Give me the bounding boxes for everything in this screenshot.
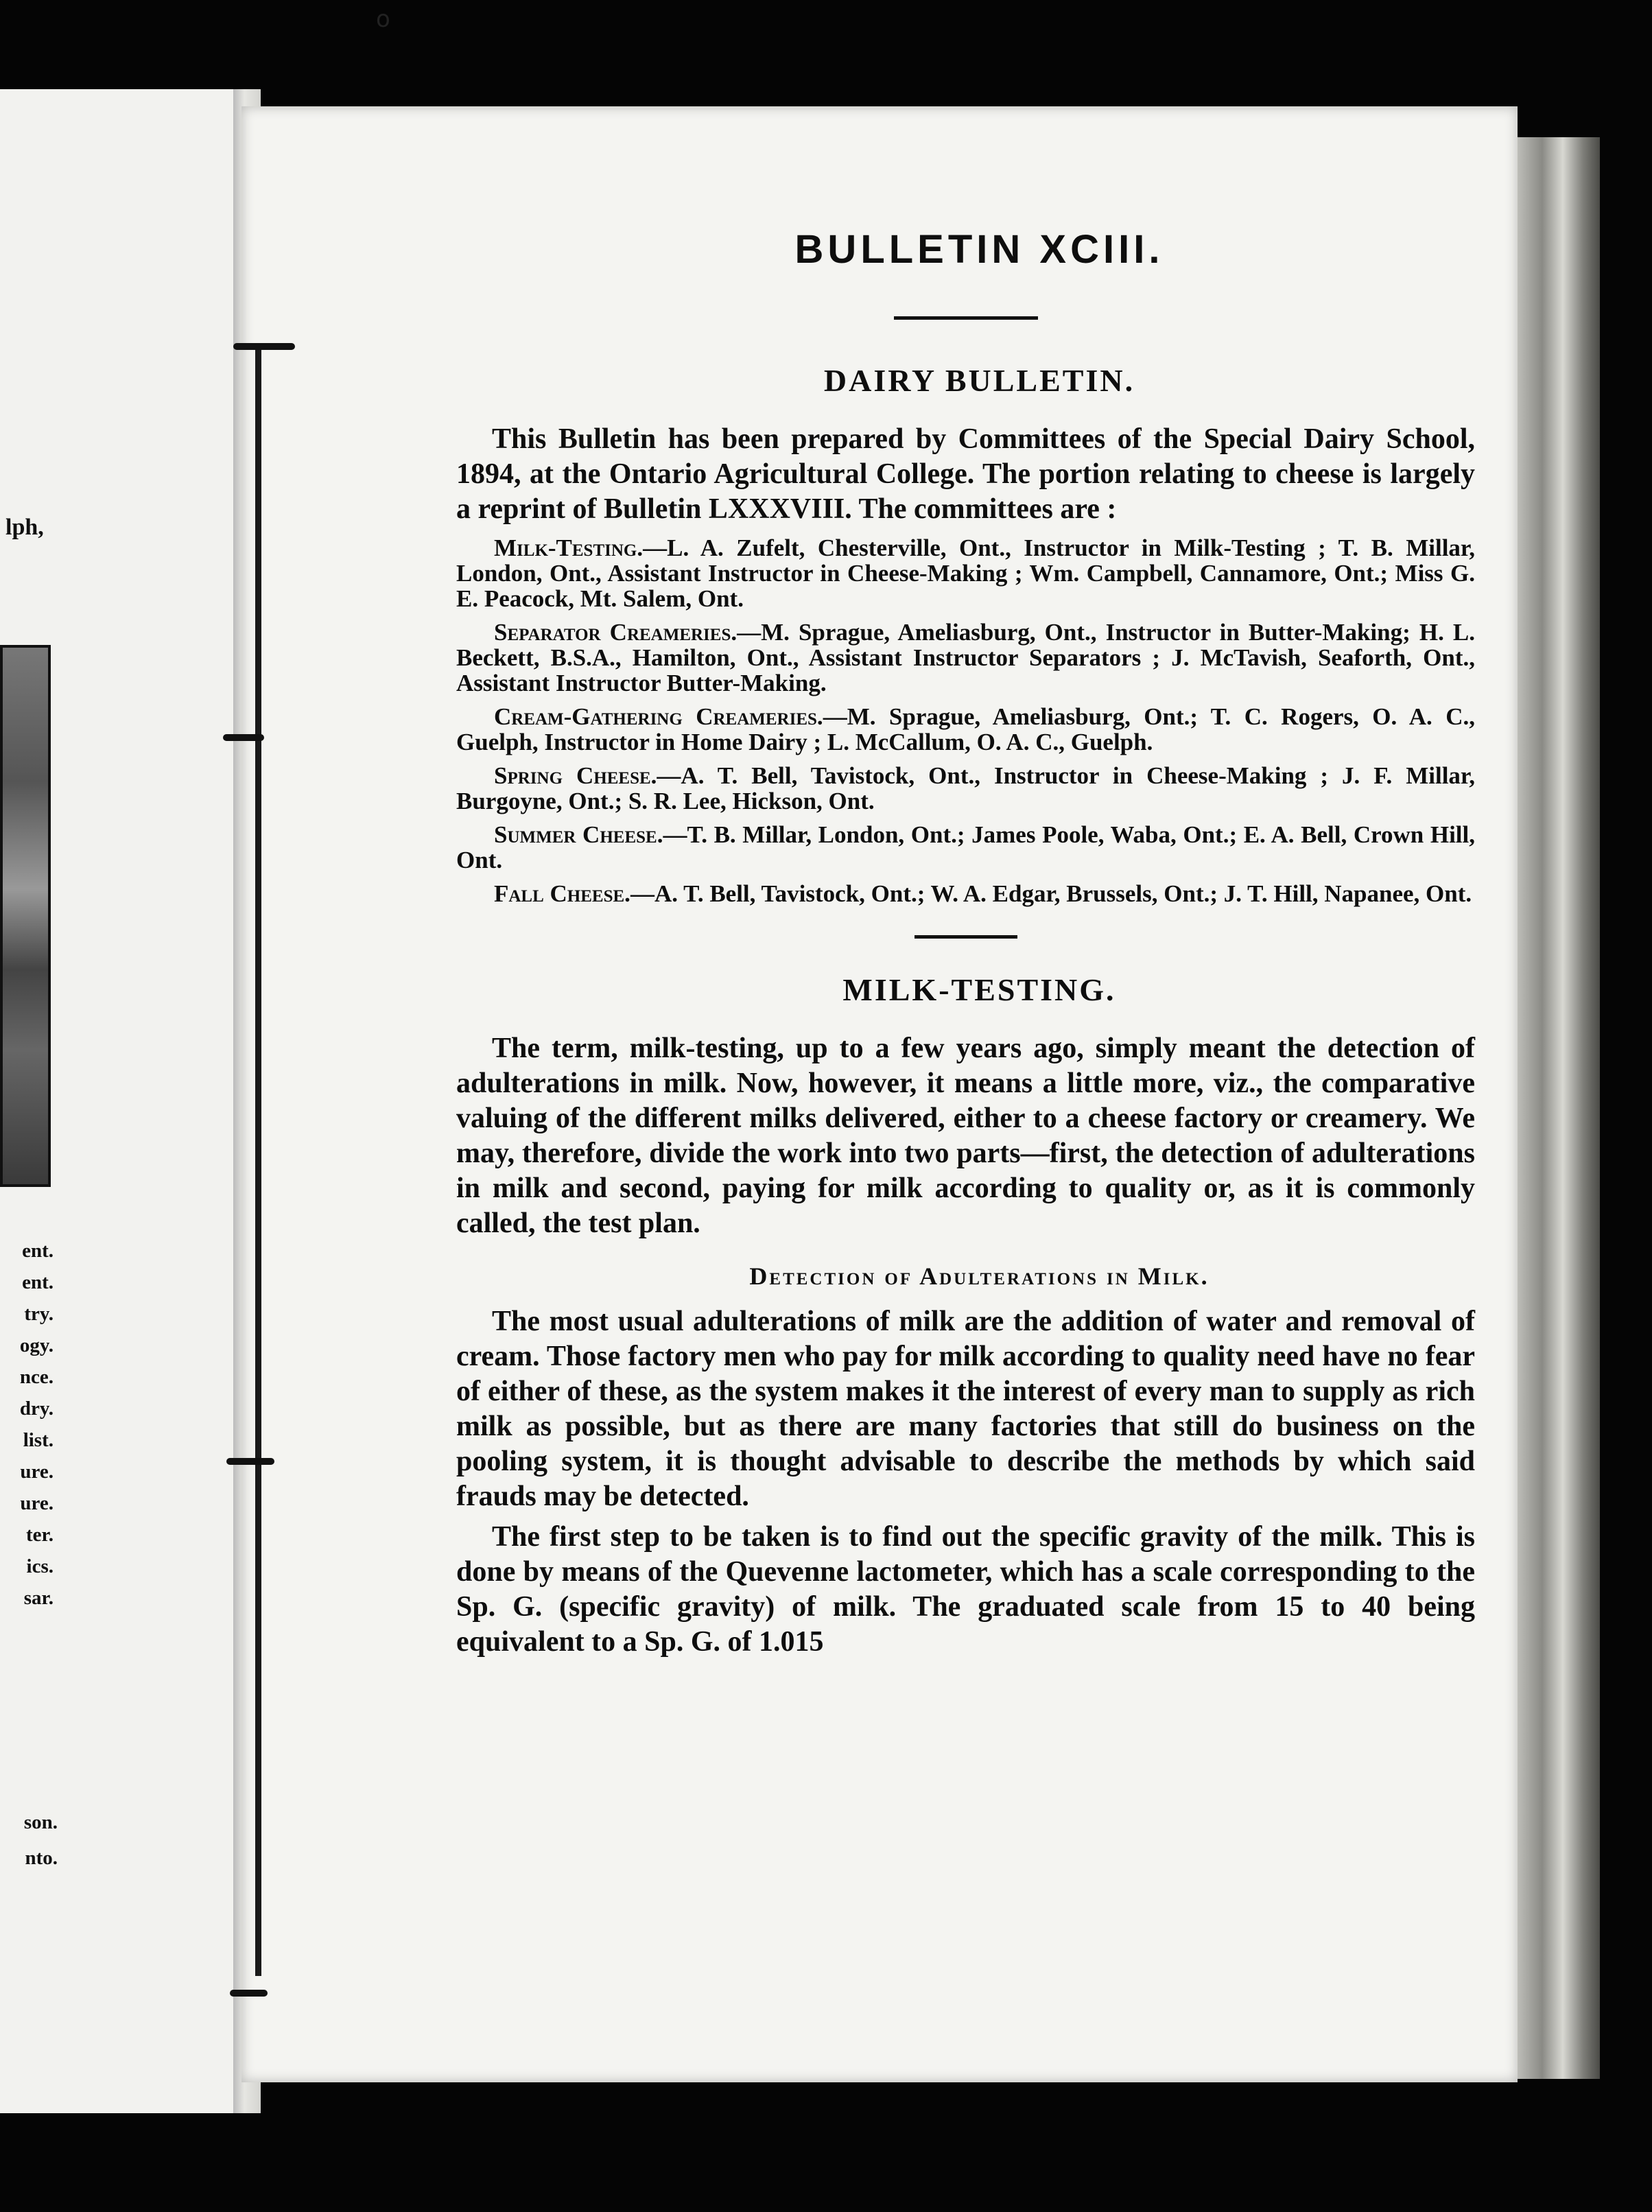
binding-stitch — [223, 734, 264, 741]
committee-topic: Spring Cheese. — [494, 762, 657, 789]
intro-paragraph: This Bulletin has been prepared by Committees of the Special Dairy School, 1894, at the Ontario Agricultural College. The portion relating to cheese is largely a reprint of Bulletin LXXXVIII. The committees are : — [456, 423, 1475, 525]
line-end: son. — [23, 1811, 58, 1833]
left-page-illustration — [0, 645, 51, 1187]
committee-members: —M. Sprague, Ameliasburg, Ont.; T. C. Rogers, O. A. C., Guelph, Instructor in Home Dairy ; L. McCallum, O. A. C., Guelph. — [456, 703, 1475, 755]
binding-stitch — [226, 1458, 274, 1465]
line-end: nto. — [25, 1847, 58, 1869]
committee-topic: Separator Creameries. — [494, 619, 738, 646]
page-content — [456, 226, 1475, 1665]
line-end: dry. — [19, 1398, 54, 1420]
left-page-line-ends-bottom — [5, 1804, 58, 1876]
committee-members: —T. B. Millar, London, Ont.; James Poole, Waba, Ont.; E. A. Bell, Crown Hill, Ont. — [456, 821, 1476, 873]
line-end: ure. — [20, 1492, 54, 1514]
left-page-fragment: lph, — [5, 515, 44, 540]
committee-topic: Milk-Testing. — [494, 534, 644, 561]
line-end: ics. — [26, 1555, 54, 1577]
scan-mark: o — [376, 5, 390, 33]
committee-entry — [456, 881, 1475, 906]
adulterations-paragraph: The most usual adulterations of milk are the addition of water and removal of cream. Those factory men who pay for milk according to quality need have no fear of either of these, as the system makes it the interest of every man to supply as rich milk as possible, but as there are many factories that still do business on the pooling system, it is thought advisable to describe the methods by which said frauds may be detected. — [456, 1306, 1475, 1512]
line-end: nce. — [19, 1366, 54, 1388]
committee-members: —A. T. Bell, Tavistock, Ont., Instructor in Cheese-Making ; J. F. Millar, Burgoyne, Ont.; S. R. Lee, Hickson, Ont. — [456, 762, 1475, 814]
line-end: ent. — [22, 1271, 54, 1293]
binding-stitch — [230, 1990, 268, 1997]
committee-members: —M. Sprague, Ameliasburg, Ont., Instructor in Butter-Making; H. L. Beckett, B.S.A., Hamilton, Ont., Assistant Instructor Separators ; J. McTavish, Seaforth, Ont., Assistant Instructor Butter-Making. — [456, 619, 1475, 696]
committee-entry — [456, 763, 1475, 814]
line-end: ter. — [26, 1524, 54, 1546]
divider — [894, 316, 1038, 320]
detection-subheading: Detection of Adulterations in Milk. — [749, 1262, 1210, 1290]
milk-testing-heading: MILK-TESTING. — [842, 972, 1116, 1007]
committee-topic: Cream-Gathering Creameries. — [494, 703, 823, 730]
committee-topic: Summer Cheese. — [494, 821, 663, 848]
committee-entry — [456, 535, 1475, 611]
line-end: ure. — [20, 1461, 54, 1483]
committee-members: —A. T. Bell, Tavistock, Ont.; W. A. Edgar, Brussels, Ont.; J. T. Hill, Napanee, Ont. — [630, 880, 1472, 907]
page-edge — [1518, 137, 1600, 2079]
line-end: try. — [24, 1303, 54, 1325]
left-page-line-ends — [5, 1235, 54, 1614]
committee-topic: Fall Cheese. — [494, 880, 630, 907]
committee-members: —L. A. Zufelt, Chesterville, Ont., Instructor in Milk-Testing ; T. B. Millar, London, Ont., Assistant Instructor in Cheese-Making ; Wm. Campbell, Cannamore, Ont.; Miss G. E. Peacock, Mt. Salem, Ont. — [456, 534, 1475, 612]
divider — [914, 935, 1017, 939]
committee-entry — [456, 620, 1475, 696]
dairy-bulletin-heading: DAIRY BULLETIN. — [823, 363, 1135, 398]
binding-stitch — [233, 343, 295, 350]
milk-testing-paragraph: The term, milk-testing, up to a few years ago, simply meant the detection of adulterations in milk. Now, however, it means a little more, viz., the comparative valuing of the different milks delivered, either to a cheese factory or creamery. We may, therefore, divide the work into two parts—first, the detection of adulterations in milk and second, paying for milk according to quality or, as it is commonly called, the test plan. — [456, 1033, 1475, 1239]
committee-entry — [456, 704, 1475, 755]
line-end: list. — [23, 1429, 54, 1451]
line-end: sar. — [23, 1587, 54, 1609]
committee-entry — [456, 822, 1475, 873]
binding-thread — [255, 343, 261, 1976]
specific-gravity-paragraph: The first step to be taken is to find out the specific gravity of the milk. This is done by means of the Quevenne lactometer, which has a scale corresponding to the Sp. G. (specific gravity) of milk. The graduated scale from 15 to 40 being equivalent to a Sp. G. of 1.015 — [456, 1521, 1475, 1658]
line-end: ent. — [22, 1240, 54, 1262]
bulletin-title: BULLETIN XCIII. — [794, 227, 1164, 272]
line-end: ogy. — [19, 1334, 54, 1356]
